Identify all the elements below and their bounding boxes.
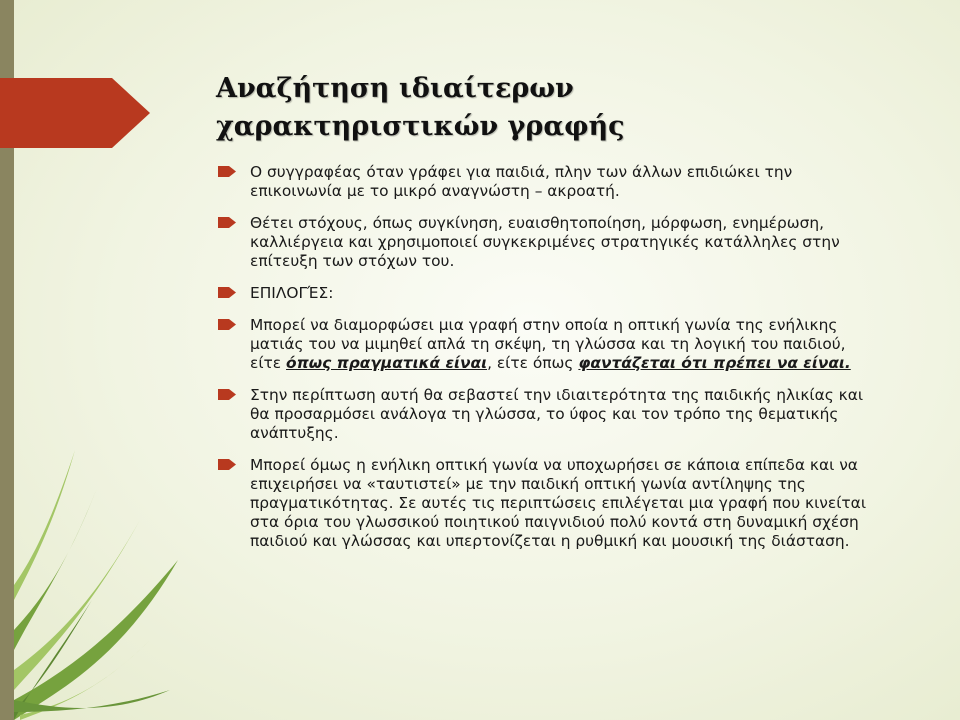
bullet-list xyxy=(218,163,878,564)
bullet-text: Μπορεί να διαμορφώσει μια γραφή στην οποία η οπτική γωνία της ενήλικης ματιάς του να μιμηθεί απλά τη σκέψη, τη γλώσσα και τη λογική του παιδιού, είτε xyxy=(250,316,846,372)
bullet-text: ΕΠΙΛΟΓΈΣ: xyxy=(250,284,334,302)
bullet-text: Θέτει στόχους, όπως συγκίνηση, ευαισθητοποίηση, μόρφωση, ενημέρωση, καλλιέργεια και χρησιμοποιεί συγκεκριμένες στρατηγικές κατάλληλες στην επίτευξη των στόχων του. xyxy=(250,214,840,270)
list-item xyxy=(218,163,878,201)
list-item xyxy=(218,214,878,271)
emphasis-text: όπως πραγματικά είναι xyxy=(286,354,488,372)
list-item xyxy=(218,284,878,303)
bullet-text: Ο συγγραφέας όταν γράφει για παιδιά, πλην των άλλων επιδιώκει την επικοινωνία με το μικρό αναγνώστη – ακροατή. xyxy=(250,163,793,200)
arrow-bullet-icon xyxy=(218,287,236,298)
bullet-text: , είτε όπως xyxy=(487,354,579,372)
bullet-text: Μπορεί όμως η ενήλικη οπτική γωνία να υποχωρήσει σε κάποια επίπεδα και να επιχειρήσει να «ταυτιστεί» με την παιδική οπτική γωνία αντίληψης της πραγματικότητας. Σε αυτές τις περιπτώσεις επιλέγεται μια γραφή που κινείται στα όρια του γλωσσικού ποιητικού παιγνιδιού πολύ κοντά στη δυναμική σχέση παιδιού και γλώσσας και υπερτονίζεται η ρυθμική και μουσική της διάσταση. xyxy=(250,456,867,550)
list-item xyxy=(218,456,878,551)
arrow-bullet-icon xyxy=(218,389,236,400)
arrow-bullet-icon xyxy=(218,166,236,177)
arrow-bullet-icon xyxy=(218,459,236,470)
emphasis-text: φαντάζεται ότι πρέπει να είναι. xyxy=(578,354,851,372)
arrow-bullet-icon xyxy=(218,319,236,330)
bullet-text: Στην περίπτωση αυτή θα σεβαστεί την ιδιαιτερότητα της παιδικής ηλικίας και θα προσαρμόσει ανάλογα τη γλώσσα, το ύφος και τον τρόπο της θεματικής ανάπτυξης. xyxy=(250,386,864,442)
arrow-bullet-icon xyxy=(218,217,236,228)
list-item xyxy=(218,316,878,373)
list-item xyxy=(218,386,878,443)
title-accent-arrow xyxy=(0,78,150,148)
slide-title: Αναζήτηση ιδιαίτερων χαρακτηριστικών γραφής xyxy=(216,73,625,142)
